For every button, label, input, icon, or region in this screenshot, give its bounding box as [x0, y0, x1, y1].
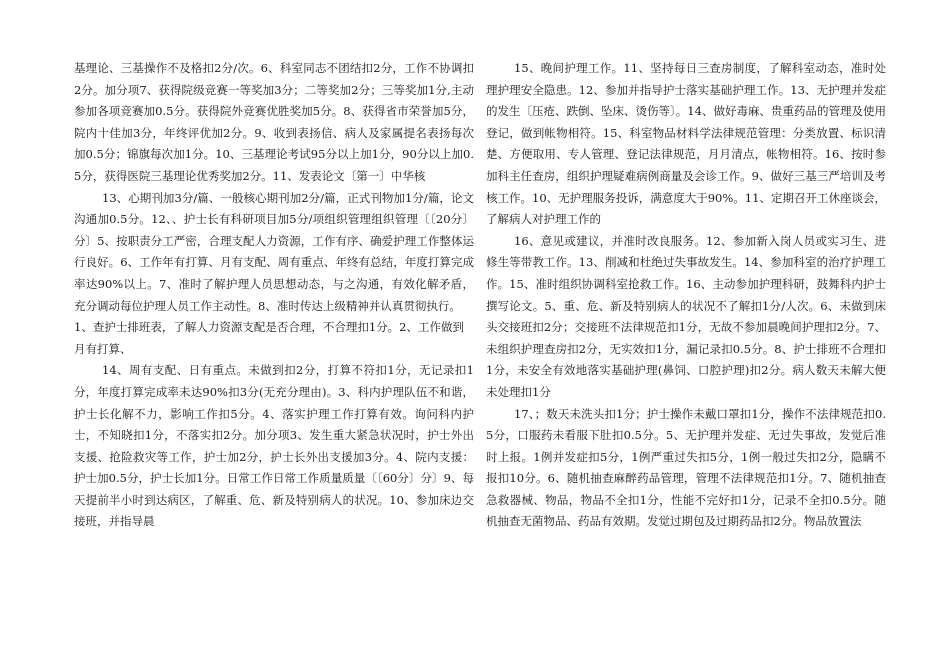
left-paragraph-3: 1、查护士排班表，了解人力资源支配是否合理，不合理扣1分。2、工作做到 — [74, 320, 464, 335]
left-paragraph-5: 14、周有支配、日有重点。未做到扣2分，打算不符扣1分，无记录扣1分，年度打算完成率未达90%扣3分(无充分理由)。3、科内护理队伍不和谐，护士长化解不力，影响工作扣5分。4、落实护理工作打算有效。询问科内护士，不知晓扣1分，不落实扣2分。加分项3、发生重大紧急状况时，护士外出支援、抢险救灾等工作，护士加2分，护士长外出支援加3分。4、院内支援：护士加0.5分，护士长加1分。日常工作日常工作质量质量〔〔60分〕分〕9、每天提前半小时到达病区，了解重、危、新及特别病人的状况。10、参加床边交接班，并指导晨 — [74, 363, 474, 529]
left-paragraph-4: 月有打算、 — [74, 341, 132, 356]
left-paragraph-2: 13、心期刊加3分/篇、一般核心期刊加2分/篇，正式刊物加1分/篇，论文沟通加0.5分。12、、护士长有科研项目加5分/项组织管理组织管理〔〔20分〕分〕5、按职责分工严密，合理支配人力资源，工作有序、确爱护理工作整体运行良好。6、工作年有打算、月有支配、周有重点、年终有总结，年度打算完成率达90%以上。7、准时了解护理人员思想动态，与之沟通，有效化解矛盾，充分调动每位护理人员工作主动性。8、准时传达上级精神并认真贯彻执行。 — [74, 190, 474, 313]
right-paragraph-3: 17、；数天未洗头扣1分；护士操作未戴口罩扣1分，操作不法律规范扣0.5分，口服药未看服下肚扣0.5分。5、无护理并发症、无过失事故，发觉后准时上报。1例并发症扣5分，1例严重过失扣5分，1例一般过失扣2分，隐瞒不报扣10分。6、随机抽查麻醉药品管理，管理不法律规范扣1分。7、随机抽查急救器械、物品，物品不全扣1分，性能不完好扣1分，记录不全扣0.5分。随机抽查无菌物品、药品有效期。发觉过期包及过期药品扣2分。物品放置法 — [486, 406, 886, 529]
right-column — [486, 58, 886, 533]
right-paragraph-1: 15、晚间护理工作。11、坚持每日三查房制度，了解科室动态，准时处理护理安全隐患。12、参加并指导护士落实基础护理工作。13、无护理并发症的发生〔压疮、跌倒、坠床、烫伤等〕。14、做好毒麻、贵重药品的管理及使用登记，做到帐物相符。15、科室物品材料学法律规范管理：分类放置、标识清楚、方便取用、专人管理、登记法律规范，月月清点，帐物相符。16、按时参加科主任查房，组织护理疑难病例商量及会诊工作。9、做好三基三严培训及考核工作。10、无护理服务投诉，满意度大于90%。11、定期召开工休座谈会，了解病人对护理工作的 — [486, 61, 886, 227]
right-paragraph-2: 16、意见或建议，并准时改良服务。12、参加新入岗人员或实习生、进修生等带教工作。13、削减和杜绝过失事故发生。14、参加科室的治疗护理工作。15、准时组织协调科室抢救工作。16、主动参加护理科研，鼓舞科内护士撰写论文。5、重、危、新及特别病人的状况不了解扣1分/人次。6、未做到床头交接班扣2分；交接班不法律规范扣1分，无故不参加晨晚间护理扣2分。7、未组织护理查房扣2分，无实效扣1分，漏记录扣0.5分。8、护士排班不合理扣1分，未安全有效地落实基础护理(鼻饲、口腔护理)扣2分。病人数天未解大便未处理扣1分 — [486, 233, 886, 399]
left-paragraph-1: 基理论、三基操作不及格扣2分/次。6、科室同志不团结扣2分，工作不协调扣2分。加分项7、获得院级竞赛一等奖加3分；二等奖加2分；三等奖加1分,主动参加各项竞赛加0.5分。获得院外竞赛优胜奖加5分。8、获得省市荣誉加5分，院内十佳加3分，年终评优加2分。9、收到表扬信、病人及家属提名表扬每次加0.5分；锦旗每次加1分。10、三基理论考试95分以上加1分，90分以上加0.5分，获得医院三基理论优秀奖加2分。11、发表论文〔第一〕中华核 — [74, 61, 474, 183]
left-column — [74, 58, 474, 533]
